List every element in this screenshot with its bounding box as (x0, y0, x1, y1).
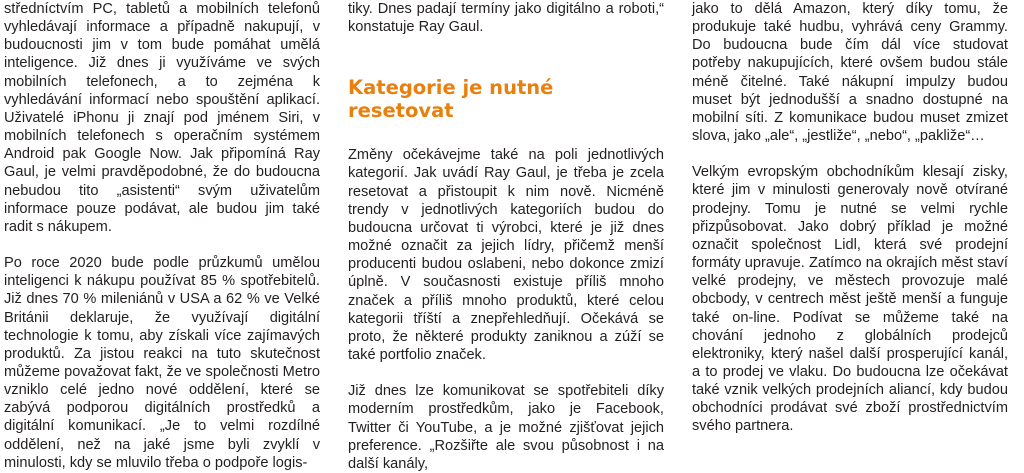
paragraph-gap (4, 236, 320, 254)
column-2 (348, 0, 664, 473)
paragraph: Velkým evropským obchodníkům klesají zisky, které jim v minulosti generovaly nově otvírané prodejny. Tomu je nutné se velmi rychle přizpůsobovat. Jako dobrý příklad je možné označit společnost Lidl, která své prodejní formáty upravuje. Zatímco na okrajích měst staví velké prodejny, ve městech provozuje malé obcbody, v centrech měst ještě menší a funguje také on-line. Podívat se můžeme také na chování jednoho z globálních prodejců elektroniky, který našel další prosperující kanál, a to prodej ve vlaku. Do budoucna lze očekávat také vznik velkých prodejních aliancí, kdy budou obchodníci prodávat své zboží prostřednictvím svého partnera. (692, 164, 1008, 435)
paragraph: Změny očekávejme také na poli jednotlivých kategorií. Jak uvádí Ray Gaul, je třeba je zcela resetovat a přistoupit k nim nově. Nicméně trendy v jednotlivých kategoriích budou do budoucna určovat ti výrobci, které je již dnes možné označit za jejich lídry, přičemž menší producenti budou oslabeni, nebo dokonce zmizí úplně. V současnosti existuje příliš mnoho značek a příliš mnoho produktů, které celou kategorii tříští a znepřehledňují. Očekává se proto, že některé produkty zaniknou a zúží se také portfolio značek. (348, 147, 664, 364)
paragraph-gap (692, 145, 1008, 163)
column-1 (4, 0, 320, 472)
paragraph: jako to dělá Amazon, který díky tomu, že produkuje také hudbu, vyhrává ceny Grammy. Do budoucna bude čím dál více studovat potřeby nakupujících, které ovšem budou stále méně čitelné. Také nákupní impulzy budou muset být jednodušší a snadno dostupné na mobilní síti. Z komunikace budou muset zmizet slova, jako „ale“, „jestliže“, „nebo“, „pakliže“… (692, 1, 1008, 145)
column-3 (692, 0, 1008, 436)
paragraph: středníctvím PC, tabletů a mobilních telefonů vyhledávají informace a případně nakupují, v budoucnosti jim v tom bude pomáhat umělá inteligence. Již dnes ji využíváme ve svých mobilních telefonech, a to zejména k vyhledávání informací nebo spouštění aplikací. Uživatelé iPhonu ji znají pod jménem Siri, v mobilních telefonech s operačním systémem Android pak Google Now. Jak připomíná Ray Gaul, je velmi pravděpodobné, že do budoucna nebudou tito „asistenti“ svým uživatelům informace pouze podávat, ale budou jim také radit s nákupem. (4, 1, 320, 235)
paragraph: Již dnes lze komunikovat se spotřebiteli díky moderním prostředkům, jako je Facebook, Twitter či YouTube, a je možné zjišťovat jejich preference. „Rozšiřte ale svou působnost i na další kanály, (348, 383, 664, 472)
paragraph: Po roce 2020 bude podle průzkumů umělou inteligenci k nákupu používat 85 % spotřebitelů. Již dnes 70 % mileniánů v USA a 62 % ve Velké Británii deklaruje, že využívají digitální technologie k tomu, aby získali více zajímavých produktů. Za jistou reakci na tuto skutečnost můžeme považovat fakt, že ve společnosti Metro vzniklo celé jedno nové oddělení, které se zabývá podporou digitálních prostředků a digitální komunikací. „Je to velmi rozdílné oddělení, než na jaké jsme byli zvyklí v minulosti, kdy se mluvilo třeba o podpoře logis- (4, 255, 320, 471)
paragraph: tiky. Dnes padají termíny jako digitálno a roboti,“ konstatuje Ray Gaul. (348, 1, 664, 36)
section-heading: Kategorie je nutné resetovat (348, 76, 554, 123)
paragraph-gap (348, 364, 664, 382)
